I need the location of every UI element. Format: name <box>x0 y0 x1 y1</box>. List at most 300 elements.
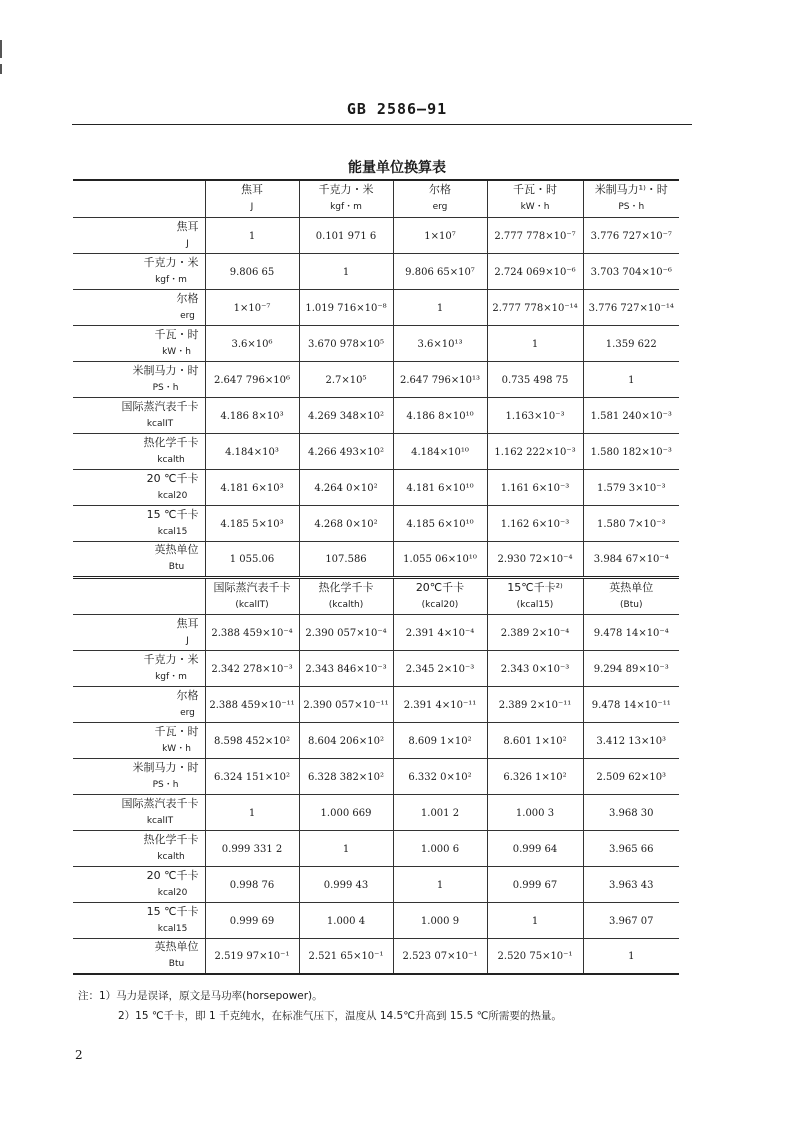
conversion-value: 4.184×10³ <box>225 446 279 458</box>
conversion-table-body <box>73 180 679 974</box>
column-header-symbol: (Btu) <box>620 599 643 610</box>
conversion-value: 3.963 43 <box>608 879 654 891</box>
conversion-value: 3.776 727×10⁻¹⁴ <box>588 302 674 314</box>
value-cell <box>205 289 299 325</box>
table-row <box>73 433 679 469</box>
value-cell <box>205 217 299 253</box>
conversion-value: 2.724 069×10⁻⁶ <box>494 266 576 278</box>
value-cell <box>487 650 583 686</box>
conversion-value: 2.521 65×10⁻¹ <box>308 951 384 963</box>
value-cell <box>393 505 487 541</box>
value-cell <box>393 758 487 794</box>
row-header-symbol: Btu <box>168 959 185 970</box>
row-header-name: 英热单位 <box>154 543 199 556</box>
table-row <box>73 505 679 541</box>
row-header-name: 千瓦・时 <box>154 327 199 341</box>
row-header-name: 20 ℃千卡 <box>146 868 199 882</box>
conversion-value: 0.999 64 <box>512 843 558 855</box>
row-header <box>73 505 205 541</box>
conversion-value: 2.390 057×10⁻¹¹ <box>303 699 389 711</box>
value-cell <box>393 397 487 433</box>
conversion-value: 3.412 13×10³ <box>596 735 667 747</box>
table-row <box>73 253 679 289</box>
column-header <box>299 180 393 217</box>
conversion-value: 2.389 2×10⁻⁴ <box>500 627 570 639</box>
value-cell <box>299 866 393 902</box>
column-header-symbol: (kcalIT) <box>235 599 269 610</box>
value-cell <box>487 397 583 433</box>
value-cell <box>487 253 583 289</box>
value-cell <box>393 830 487 866</box>
conversion-value: 2.647 796×10⁶ <box>213 374 290 386</box>
conversion-value: 1.163×10⁻³ <box>505 410 565 422</box>
column-header-symbol: J <box>250 202 254 213</box>
value-cell <box>393 902 487 938</box>
table-row <box>73 325 679 361</box>
value-cell <box>205 253 299 289</box>
value-cell <box>583 397 679 433</box>
column-header <box>205 577 299 614</box>
value-cell <box>205 866 299 902</box>
conversion-value: 1 <box>248 807 256 819</box>
row-header-name: 热化学千卡 <box>143 832 199 846</box>
value-cell <box>583 217 679 253</box>
value-cell <box>583 866 679 902</box>
row-header-name: 热化学千卡 <box>143 435 199 449</box>
row-header-name: 20 ℃千卡 <box>146 471 199 485</box>
conversion-value: 8.601 1×10² <box>503 735 567 747</box>
value-cell <box>299 614 393 650</box>
value-cell <box>299 361 393 397</box>
conversion-value: 3.6×10¹³ <box>417 338 463 350</box>
row-header-label <box>122 400 199 431</box>
value-cell <box>205 505 299 541</box>
table-row <box>73 469 679 505</box>
conversion-value: 1.581 240×10⁻³ <box>590 410 672 422</box>
conversion-value: 1.019 716×10⁻⁸ <box>305 302 387 314</box>
conversion-value: 9.478 14×10⁻⁴ <box>593 627 669 639</box>
table-row <box>73 397 679 433</box>
table-row <box>73 686 679 722</box>
value-cell <box>393 938 487 974</box>
conversion-value: 8.609 1×10² <box>408 735 472 747</box>
conversion-value: 1.162 222×10⁻³ <box>494 446 576 458</box>
value-cell <box>393 361 487 397</box>
row-header <box>73 541 205 577</box>
table-row <box>73 902 679 938</box>
footnote-2: 2）15 ℃千卡，即 1 千克纯水，在标准气压下，温度从 14.5℃升高到 15.5 ℃所需要的热量。 <box>118 1010 562 1022</box>
conversion-value: 6.326 1×10² <box>503 771 567 783</box>
row-header-name: 尔格 <box>176 688 199 702</box>
conversion-value: 3.967 07 <box>608 915 654 927</box>
conversion-value: 0.999 69 <box>229 915 275 927</box>
row-header <box>73 650 205 686</box>
conversion-value: 0.735 498 75 <box>501 374 569 386</box>
conversion-value: 6.324 151×10² <box>213 771 290 783</box>
conversion-value: 1×10⁻⁷ <box>233 302 271 314</box>
row-header <box>73 830 205 866</box>
value-cell <box>205 397 299 433</box>
conversion-value: 1 <box>531 338 539 350</box>
conversion-value: 2.519 97×10⁻¹ <box>214 951 290 963</box>
conversion-value: 1.161 6×10⁻³ <box>500 482 570 494</box>
value-cell <box>487 902 583 938</box>
value-cell <box>299 722 393 758</box>
value-cell <box>393 217 487 253</box>
row-header <box>73 686 205 722</box>
conversion-value: 4.269 348×10² <box>307 410 384 422</box>
conversion-value: 8.598 452×10² <box>213 735 290 747</box>
block1-header-row <box>73 180 679 217</box>
value-cell <box>205 325 299 361</box>
value-cell <box>487 794 583 830</box>
column-header-name: 米制马力¹⁾・时 <box>594 183 668 197</box>
column-header <box>487 180 583 217</box>
value-cell <box>583 469 679 505</box>
conversion-value: 2.389 2×10⁻¹¹ <box>498 699 572 711</box>
value-cell <box>205 722 299 758</box>
value-cell <box>299 650 393 686</box>
conversion-value: 2.7×10⁵ <box>325 374 367 386</box>
value-cell <box>205 469 299 505</box>
conversion-value: 9.806 65×10⁷ <box>405 266 475 278</box>
conversion-value: 1.001 2 <box>420 807 460 819</box>
conversion-value: 1.000 3 <box>515 807 555 819</box>
row-header-symbol: J <box>186 238 189 249</box>
conversion-value: 1 055.06 <box>229 554 275 565</box>
table-row <box>73 722 679 758</box>
value-cell <box>393 686 487 722</box>
value-cell <box>583 830 679 866</box>
row-header <box>73 289 205 325</box>
conversion-value: 4.185 5×10³ <box>220 518 284 530</box>
conversion-value: 107.586 <box>325 554 367 565</box>
value-cell <box>393 325 487 361</box>
row-header-name: 千瓦・时 <box>154 724 199 738</box>
scan-edge-mark <box>0 64 2 74</box>
value-cell <box>299 217 393 253</box>
conversion-value: 1.000 4 <box>326 915 366 927</box>
conversion-value: 2.388 459×10⁻¹¹ <box>209 699 295 711</box>
conversion-value: 4.186 8×10¹⁰ <box>406 410 474 422</box>
column-header <box>299 577 393 614</box>
column-header <box>205 180 299 217</box>
corner-cell <box>73 180 205 217</box>
value-cell <box>487 217 583 253</box>
row-header <box>73 253 205 289</box>
scan-edge-mark <box>0 40 2 58</box>
row-header <box>73 902 205 938</box>
value-cell <box>583 614 679 650</box>
conversion-value: 2.523 07×10⁻¹ <box>402 951 478 963</box>
table-row <box>73 289 679 325</box>
conversion-value: 3.670 978×10⁵ <box>307 338 384 350</box>
row-header-symbol: kcal20 <box>157 887 188 898</box>
table-row <box>73 794 679 830</box>
value-cell <box>487 541 583 577</box>
column-header-symbol: kW・h <box>520 202 550 213</box>
conversion-value: 0.998 76 <box>229 879 275 891</box>
conversion-value: 3.965 66 <box>608 843 654 855</box>
value-cell <box>205 830 299 866</box>
column-header-symbol: PS・h <box>618 202 645 213</box>
row-header-label <box>147 508 199 539</box>
conversion-value: 1 <box>628 951 635 963</box>
conversion-value: 9.294 89×10⁻³ <box>593 663 669 675</box>
table-row <box>73 830 679 866</box>
row-header-label <box>155 940 199 971</box>
column-header-symbol: (kcal15) <box>516 599 554 610</box>
conversion-value: 4.184×10¹⁰ <box>411 446 469 458</box>
row-header <box>73 758 205 794</box>
row-header-label <box>144 436 199 467</box>
conversion-value: 6.328 382×10² <box>307 771 384 783</box>
value-cell <box>299 938 393 974</box>
column-header-name: 焦耳 <box>241 183 263 197</box>
conversion-value: 4.266 493×10² <box>307 446 384 458</box>
row-header-name: 焦耳 <box>176 616 199 630</box>
value-cell <box>583 722 679 758</box>
value-cell <box>487 469 583 505</box>
value-cell <box>393 650 487 686</box>
row-header <box>73 325 205 361</box>
value-cell <box>487 614 583 650</box>
conversion-value: 2.777 778×10⁻⁷ <box>494 230 576 242</box>
row-header-label <box>155 543 199 574</box>
conversion-value: 1.580 182×10⁻³ <box>590 446 672 458</box>
conversion-value: 1.162 6×10⁻³ <box>500 518 570 530</box>
row-header-label <box>147 869 199 900</box>
value-cell <box>205 938 299 974</box>
conversion-value: 3.6×10⁶ <box>231 338 273 350</box>
column-header-name: 尔格 <box>429 183 451 197</box>
row-header-label <box>155 725 199 756</box>
column-header-symbol: (kcalth) <box>328 599 364 610</box>
conversion-value: 1×10⁷ <box>424 230 456 242</box>
row-header-symbol: kW・h <box>162 743 191 754</box>
row-header <box>73 938 205 974</box>
conversion-value: 1 <box>436 879 444 891</box>
row-header-symbol: erg <box>180 707 195 718</box>
row-header-label <box>144 833 199 864</box>
value-cell <box>393 469 487 505</box>
row-header-name: 千克力・米 <box>143 255 199 269</box>
value-cell <box>205 614 299 650</box>
conversion-value: 2.520 75×10⁻¹ <box>497 951 573 963</box>
value-cell <box>205 794 299 830</box>
value-cell <box>299 433 393 469</box>
conversion-value: 1.000 9 <box>420 915 460 927</box>
value-cell <box>487 758 583 794</box>
value-cell <box>393 289 487 325</box>
row-header-label <box>144 653 199 684</box>
row-header-label <box>147 905 199 936</box>
conversion-value: 9.478 14×10⁻¹¹ <box>591 699 671 711</box>
conversion-value: 1 <box>531 915 539 927</box>
row-header-symbol: PS・h <box>152 779 179 790</box>
table-row <box>73 758 679 794</box>
row-header-symbol: kW・h <box>162 346 191 357</box>
row-header-label <box>177 689 199 720</box>
row-header <box>73 217 205 253</box>
conversion-value: 4.268 0×10² <box>314 518 378 530</box>
column-header <box>583 180 679 217</box>
row-header <box>73 794 205 830</box>
row-header-label <box>177 292 199 323</box>
value-cell <box>299 541 393 577</box>
row-header <box>73 361 205 397</box>
value-cell <box>583 902 679 938</box>
row-header-symbol: kgf・m <box>155 274 187 285</box>
row-header-name: 15 ℃千卡 <box>146 507 199 521</box>
row-header-symbol: erg <box>180 310 195 321</box>
conversion-value: 2.343 846×10⁻³ <box>305 663 387 675</box>
conversion-value: 4.264 0×10² <box>314 482 378 494</box>
value-cell <box>487 938 583 974</box>
conversion-value: 1 <box>436 302 444 314</box>
value-cell <box>487 866 583 902</box>
standard-code-header: GB 2586—91 <box>346 100 448 118</box>
value-cell <box>205 686 299 722</box>
column-header <box>393 180 487 217</box>
value-cell <box>393 253 487 289</box>
conversion-value: 3.703 704×10⁻⁶ <box>590 266 672 278</box>
column-header-name: 英热单位 <box>609 580 654 594</box>
conversion-value: 4.181 6×10³ <box>220 482 284 494</box>
row-header-symbol: kcal15 <box>157 923 188 934</box>
conversion-value: 4.181 6×10¹⁰ <box>406 482 474 494</box>
value-cell <box>205 758 299 794</box>
row-header-symbol: kcalIT <box>146 815 174 826</box>
value-cell <box>583 253 679 289</box>
conversion-value: 4.186 8×10³ <box>220 410 284 422</box>
value-cell <box>487 722 583 758</box>
row-header-name: 国际蒸汽表千卡 <box>121 796 199 810</box>
row-header-name: 米制马力・时 <box>132 760 199 774</box>
conversion-value: 8.604 206×10² <box>307 735 384 747</box>
conversion-value: 2.342 278×10⁻³ <box>211 663 293 675</box>
conversion-value: 0.999 43 <box>323 879 369 891</box>
value-cell <box>205 361 299 397</box>
row-header-name: 国际蒸汽表千卡 <box>121 399 199 413</box>
conversion-value: 2.388 459×10⁻⁴ <box>211 627 293 639</box>
row-header-symbol: Btu <box>168 562 185 572</box>
table-row <box>73 217 679 253</box>
conversion-value: 6.332 0×10² <box>408 771 472 783</box>
value-cell <box>393 722 487 758</box>
conversion-value: 2.391 4×10⁻¹¹ <box>403 699 477 711</box>
column-header-name: 15℃千卡²⁾ <box>507 580 563 594</box>
conversion-value: 0.101 971 6 <box>315 230 377 242</box>
row-header-symbol: kgf・m <box>155 671 187 682</box>
value-cell <box>583 289 679 325</box>
column-header-name: 千克力・米 <box>318 183 374 197</box>
conversion-value: 2.509 62×10³ <box>596 771 667 783</box>
value-cell <box>299 253 393 289</box>
conversion-value: 2.345 2×10⁻³ <box>405 663 475 675</box>
row-header-symbol: PS・h <box>152 382 179 393</box>
row-header <box>73 722 205 758</box>
header-rule <box>72 124 692 125</box>
value-cell <box>299 794 393 830</box>
value-cell <box>583 325 679 361</box>
row-header-label <box>122 797 199 828</box>
conversion-value: 4.185 6×10¹⁰ <box>406 518 474 530</box>
conversion-value: 2.343 0×10⁻³ <box>500 663 570 675</box>
row-header-label <box>133 364 199 395</box>
block2-header-row <box>73 577 679 614</box>
row-header-symbol: kcalth <box>157 851 185 862</box>
value-cell <box>487 289 583 325</box>
table-row <box>73 361 679 397</box>
value-cell <box>299 830 393 866</box>
column-header-name: 千瓦・时 <box>513 183 557 197</box>
row-header-name: 英热单位 <box>154 940 199 954</box>
conversion-value: 1 <box>342 843 350 855</box>
footnote-1: 注：1）马力是误译，原文是马功率(horsepower)。 <box>78 990 323 1002</box>
conversion-value: 1 <box>628 374 635 386</box>
conversion-value: 1 <box>342 266 350 278</box>
value-cell <box>583 541 679 577</box>
conversion-value: 1.580 7×10⁻³ <box>596 518 666 530</box>
value-cell <box>205 541 299 577</box>
row-header-symbol: kcalth <box>157 454 185 465</box>
row-header-label <box>177 617 199 648</box>
table-row <box>73 866 679 902</box>
value-cell <box>299 325 393 361</box>
value-cell <box>583 650 679 686</box>
row-header-name: 焦耳 <box>176 219 199 233</box>
value-cell <box>393 541 487 577</box>
table-title: 能量单位换算表 <box>348 160 446 176</box>
row-header-name: 千克力・米 <box>143 652 199 666</box>
conversion-value: 1.000 6 <box>420 843 460 855</box>
row-header-label <box>133 761 199 792</box>
column-header <box>583 577 679 614</box>
value-cell <box>487 505 583 541</box>
value-cell <box>487 830 583 866</box>
table-row <box>73 938 679 974</box>
column-header-symbol: kgf・m <box>330 202 362 213</box>
value-cell <box>299 469 393 505</box>
value-cell <box>299 686 393 722</box>
value-cell <box>393 614 487 650</box>
conversion-value: 3.968 30 <box>608 807 654 819</box>
row-header-label <box>155 328 199 359</box>
value-cell <box>583 361 679 397</box>
row-header <box>73 397 205 433</box>
row-header-symbol: kcal20 <box>157 490 188 501</box>
value-cell <box>487 325 583 361</box>
column-header-name: 20℃千卡 <box>415 580 465 594</box>
row-header <box>73 433 205 469</box>
value-cell <box>393 866 487 902</box>
conversion-value: 1.000 669 <box>320 807 372 819</box>
table-row <box>73 614 679 650</box>
value-cell <box>299 289 393 325</box>
corner-cell <box>73 577 205 614</box>
value-cell <box>583 794 679 830</box>
conversion-value: 3.776 727×10⁻⁷ <box>590 230 672 242</box>
energy-conversion-table <box>73 179 679 975</box>
conversion-value: 0.999 67 <box>512 879 558 891</box>
conversion-value: 1.055 06×10¹⁰ <box>403 554 477 565</box>
conversion-value: 9.806 65 <box>229 266 275 278</box>
row-header-symbol: kcalIT <box>146 418 174 429</box>
page-number: 2 <box>75 1048 83 1062</box>
value-cell <box>583 938 679 974</box>
value-cell <box>205 902 299 938</box>
